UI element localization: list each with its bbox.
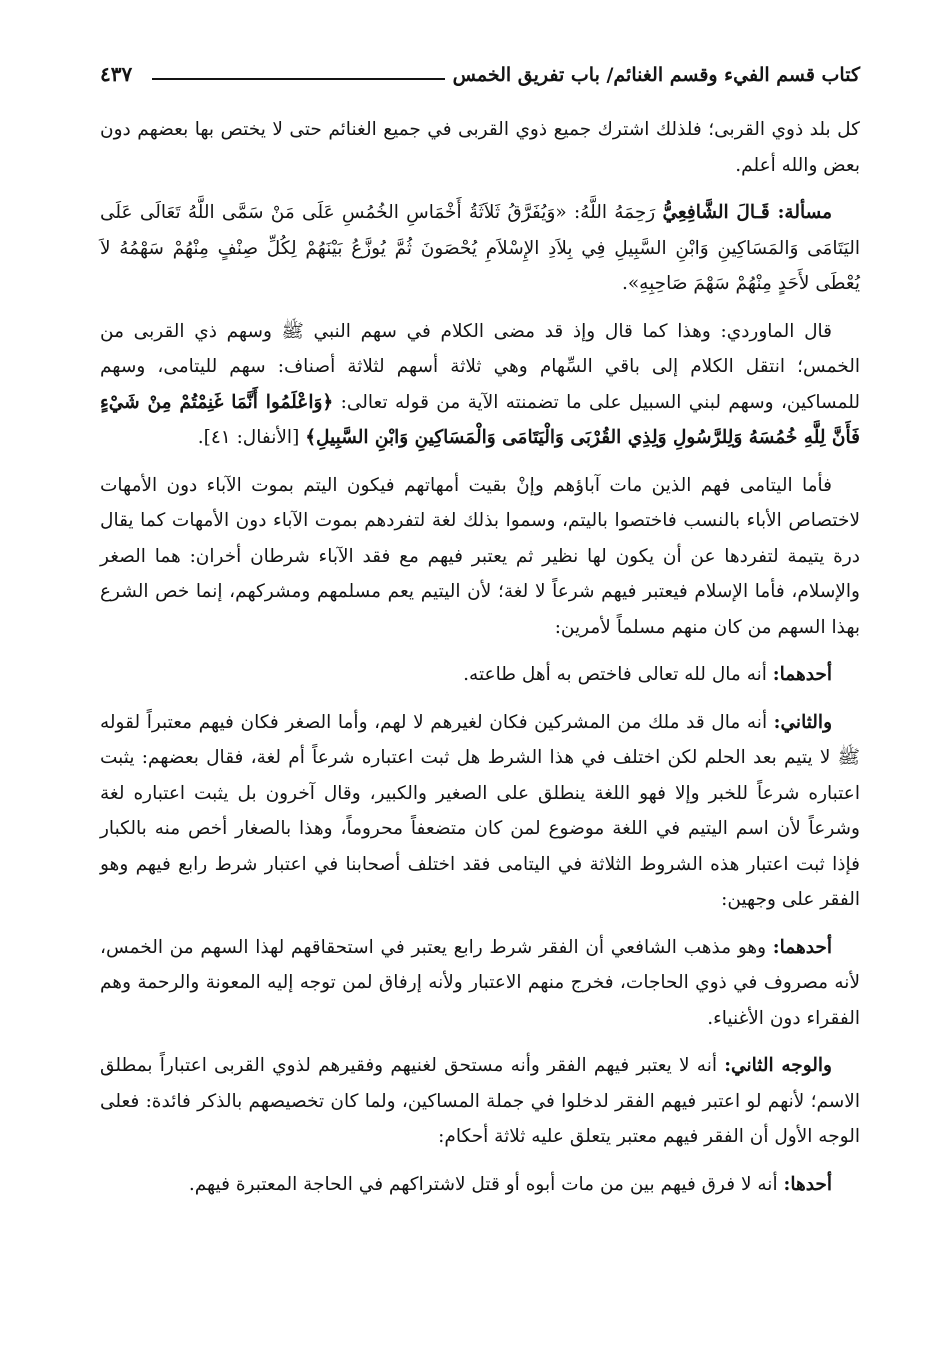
page-number: ٤٣٧ [100, 62, 140, 86]
paragraph-1: كل بلد ذوي القربى؛ فلذلك اشترك جميع ذوي القربى في جميع الغنائم حتى لا يختص بها بعضهم دون بعض والله أعلم. [100, 119, 860, 176]
first-ruling-text: أنه لا فرق فيهم بين من مات أبوه أو قتل لاشتراكهم في الحاجة المعتبرة فيهم. [188, 1173, 784, 1195]
first-view-heading: أحدهما: [772, 936, 832, 958]
first-ruling-heading: أحدها: [783, 1173, 832, 1195]
first-reason-heading: أحدهما: [772, 664, 832, 686]
paragraph-first-ruling [100, 1167, 860, 1203]
paragraph-second-view [100, 1048, 860, 1155]
second-view-text: أنه لا يعتبر فيهم الفقر وأنه مستحق لغنيهم وفقيرهم لذوي القربى اعتباراً بمطلق الاسم؛ لأنهم لو اعتبر فيهم الفقر لدخلوا في جملة المساكين، ولما كان تخصيصهم بالذكر فائدة: فعلى الوجه الأول أن الفقر فيهم معتبر يتعلق عليه ثلاثة أحكام: [100, 1055, 860, 1148]
body-text [100, 112, 860, 1214]
quran-verse: ﴿وَاعْلَمُوا أَنَّمَا غَنِمْتُمْ مِنْ شَيْءٍ فَأَنَّ لِلَّهِ خُمُسَهُ وَلِلرَّسُولِ وَلِذِي القُرْبَى وَالْيَتَامَى وَالْمَسَاكِينِ وَابْنِ السَّبِيلِ﴾ [100, 391, 860, 449]
first-view-text: وهو مذهب الشافعي أن الفقر شرط رابع يعتبر في استحقاقهم لهذا السهم من الخمس، لأنه مصروف في ذوي الحاجات، فخرج منهم الاعتبار ولأنه إرفاق لمن توجه إليه المعونة والرحمة وهم الفقراء دون الأغنياء. [100, 936, 860, 1029]
masala-text: رَحِمَهُ اللَّهُ: «وَيُفَرَّقُ ثَلاَثَةُ أَخْمَاسِ الخُمُسِ عَلَى مَنْ سَمَّى اللَّهُ تَعَالَى عَلَى اليَتَامَى وَالمَسَاكِينِ وَابْنِ السَّبِيلِ فِي بِلاَدِ الإِسْلاَمِ يُحْصَونَ ثُمَّ يُوزَّعُ بَيْنَهُمْ لِكُلِّ صِنْفٍ مِنْهُمْ سَهْمُهُ لاَ يُعْطَى لأَحَدٍ مِنْهُمْ سَهْمَ صَاحِبِهِ». [100, 202, 860, 295]
paragraph-masala [100, 195, 860, 302]
paragraph-second-reason [100, 705, 860, 918]
page-header [100, 58, 860, 98]
first-reason-text: أنه مال لله تعالى فاختص به أهل طاعته. [463, 664, 773, 686]
second-reason-heading: والثاني: [773, 711, 832, 733]
paragraph-first-view [100, 930, 860, 1037]
masala-heading: مسألة: قَـالَ الشَّافِعِيُّ [662, 202, 833, 224]
second-reason-text: أنه مال قد ملك من المشركين فكان لغيرهم لا لهم، وأما الصغر فكان فيهم معتبراً لقوله ﷺ لا يتيم بعد الحلم لكن اختلف في هذا الشرط هل ثبت اعتباره شرعاً أم لغة، فقال بعضهم: يثبت اعتباره شرعاً للخبر وإلا فهو اللغة ينطلق على الصغير والكبير، وقال آخرون بل يثبت اعتباره لغة وشرعاً لأن اسم اليتيم في اللغة موضوع لمن كان متضعفاً محروماً، وهذا بالصغار أخص منه بالكبار فإذا ثبت اعتبار هذه الشروط الثلاثة في اليتامى فقد اختلف أصحابنا في اعتبار شرط رابع فيهم وهو الفقر على وجهين: [100, 711, 860, 911]
paragraph-orphans: فأما اليتامى فهم الذين مات آباؤهم وإنْ بقيت أمهاتهم فيكون اليتم بموت الآباء دون الأمهات لاختصاص الأباء بالنسب فاختصوا باليتم، وسموا بذلك لغة لتفردهم بموت الآباء دون الأمهات كما يقال درة يتيمة لتفردها عن أن يكون لها نظير ثم يعتبر فيهم مع فقد الآباء شرطان أخران: هما الصغر والإسلام، فأما الإسلام فيعتبر فيهم شرعاً لا لغة؛ لأن اليتيم يعم مسلمهم ومشركهم، إنما خص الشرع بهذا السهم من كان منهم مسلماً لأمرين: [100, 474, 860, 638]
paragraph-first-reason [100, 657, 860, 693]
verse-reference: [الأنفال: ٤١]. [197, 427, 306, 449]
paragraph-mawardi [100, 314, 860, 456]
mawardi-text: قال الماوردي: وهذا كما قال وإذ قد مضى الكلام في سهم النبي ﷺ وسهم ذي القربى من الخمس؛ انتقل الكلام إلى باقي السِّهام وهي ثلاثة أسهم لثلاثة أصناف: سهم لليتامى، وسهم للمساكين، وسهم لبني السبيل على ما تضمنته الآية من قوله تعالى: [100, 320, 861, 413]
running-title: كتاب قسم الفيء وقسم الغنائم/ باب تفريق الخمس [445, 64, 860, 86]
second-view-heading: والوجه الثاني: [724, 1055, 832, 1077]
